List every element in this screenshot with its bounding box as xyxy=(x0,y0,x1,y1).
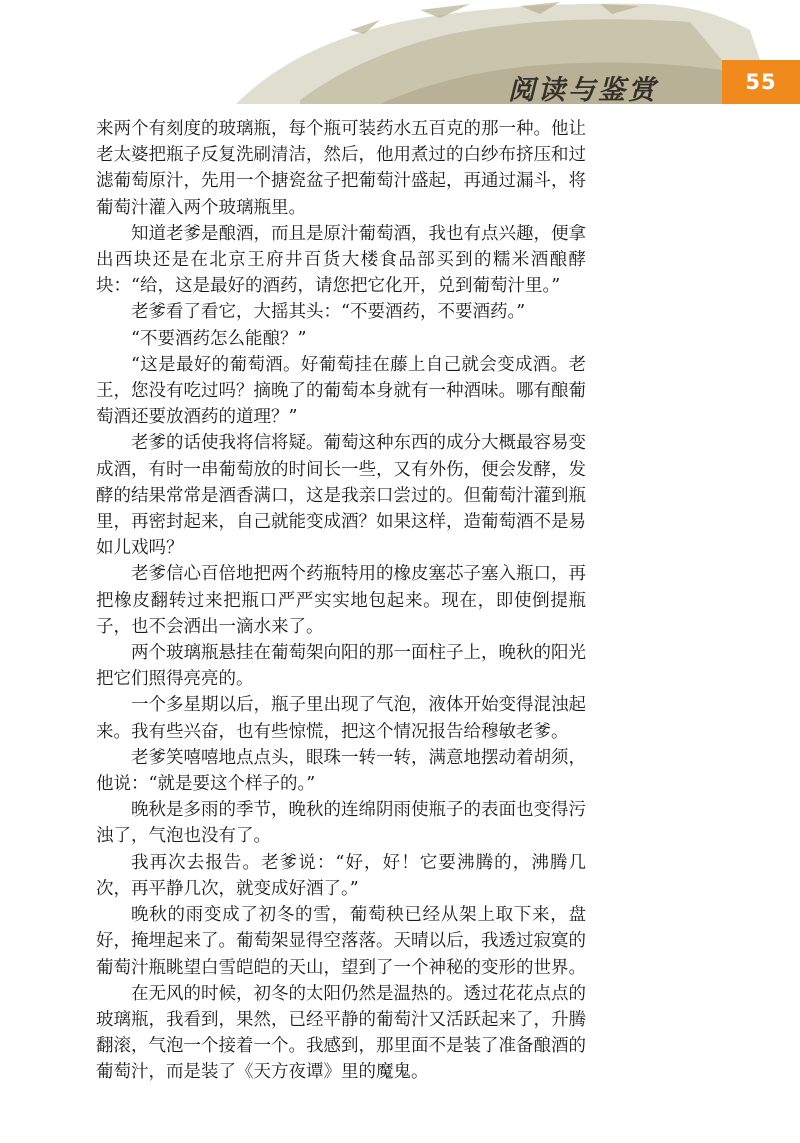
paragraph: 老爹的话使我将信将疑。葡萄这种东西的成分大概最容易变成酒，有时一串葡萄放的时间长一些，又有外伤，便会发酵，发酵的结果常常是酒香满口，这是我亲口尝过的。但葡萄汁灌到瓶里，再密封起来，自己就能变成酒？如果这样，造葡萄酒不是易如儿戏吗？ xyxy=(96,433,586,559)
brush-stroke-decoration xyxy=(0,0,800,110)
paragraph: 知道老爹是酿酒，而且是原汁葡萄酒，我也有点兴趣，便拿出西块还是在北京王府井百货大楼食品部买到的糯米酒酿酵块：“给，这是最好的酒药，请您把它化开，兑到葡萄汁里。” xyxy=(96,223,586,297)
paragraph: 老爹看了看它，大摇其头：“不要酒药，不要酒药。” xyxy=(131,302,526,323)
paragraph: 两个玻璃瓶悬挂在葡萄架向阳的那一面柱子上，晚秋的阳光把它们照得亮亮的。 xyxy=(96,643,586,690)
section-title: 阅读与鉴赏 xyxy=(508,75,658,106)
page-number-badge xyxy=(722,60,800,104)
paragraph: 老爹信心百倍地把两个药瓶特用的橡皮塞芯子塞入瓶口，再把橡皮翻转过来把瓶口严严实实地包起来。现在，即使倒提瓶子，也不会洒出一滴水来了。 xyxy=(96,564,586,637)
article-body xyxy=(96,116,586,1086)
paragraph: 晚秋的雨变成了初冬的雪，葡萄秧已经从架上取下来，盘好，掩埋起来了。葡萄架显得空落落。天晴以后，我透过寂寞的葡萄汁瓶眺望白雪皑皑的天山，望到了一个神秘的变形的世界。 xyxy=(96,905,586,978)
paragraph: “不要酒药怎么能酿？” xyxy=(131,328,307,349)
paragraph: 晚秋是多雨的季节，晚秋的连绵阴雨使瓶子的表面也变得污浊了，气泡也没有了。 xyxy=(96,800,586,847)
page-number: 55 xyxy=(745,70,777,94)
page-header xyxy=(0,0,800,110)
paragraph: 来两个有刻度的玻璃瓶，每个瓶可装药水五百克的那一种。他让老太婆把瓶子反复洗刷清洁，然后，他用煮过的白纱布挤压和过滤葡萄原汁，先用一个搪瓷盆子把葡萄汁盛起，再通过漏斗，将葡萄汁灌入两个玻璃瓶里。 xyxy=(96,119,586,218)
paragraph: 在无风的时候，初冬的太阳仍然是温热的。透过花花点点的玻璃瓶，我看到，果然，已经平静的葡萄汁又活跃起来了，升腾翻滚，气泡一个接着一个。我感到，那里面不是装了准备酿酒的葡萄汁，而是装了《天方夜谭》里的魔鬼。 xyxy=(96,983,586,1083)
paragraph: “这是最好的葡萄酒。好葡萄挂在藤上自己就会变成酒。老王，您没有吃过吗？摘晚了的葡萄本身就有一种酒味。哪有酿葡萄酒还要放酒药的道理？” xyxy=(96,354,586,428)
paragraph: 一个多星期以后，瓶子里出现了气泡，液体开始变得混浊起来。我有些兴奋，也有些惊慌，把这个情况报告给穆敏老爹。 xyxy=(96,695,586,742)
paragraph: 老爹笑嘻嘻地点点头，眼珠一转一转，满意地摆动着胡须，他说：“就是要这个样子的。” xyxy=(96,747,586,795)
paragraph: 我再次去报告。老爹说：“好，好！它要沸腾的，沸腾几次，再平静几次，就变成好酒了。” xyxy=(96,852,586,899)
